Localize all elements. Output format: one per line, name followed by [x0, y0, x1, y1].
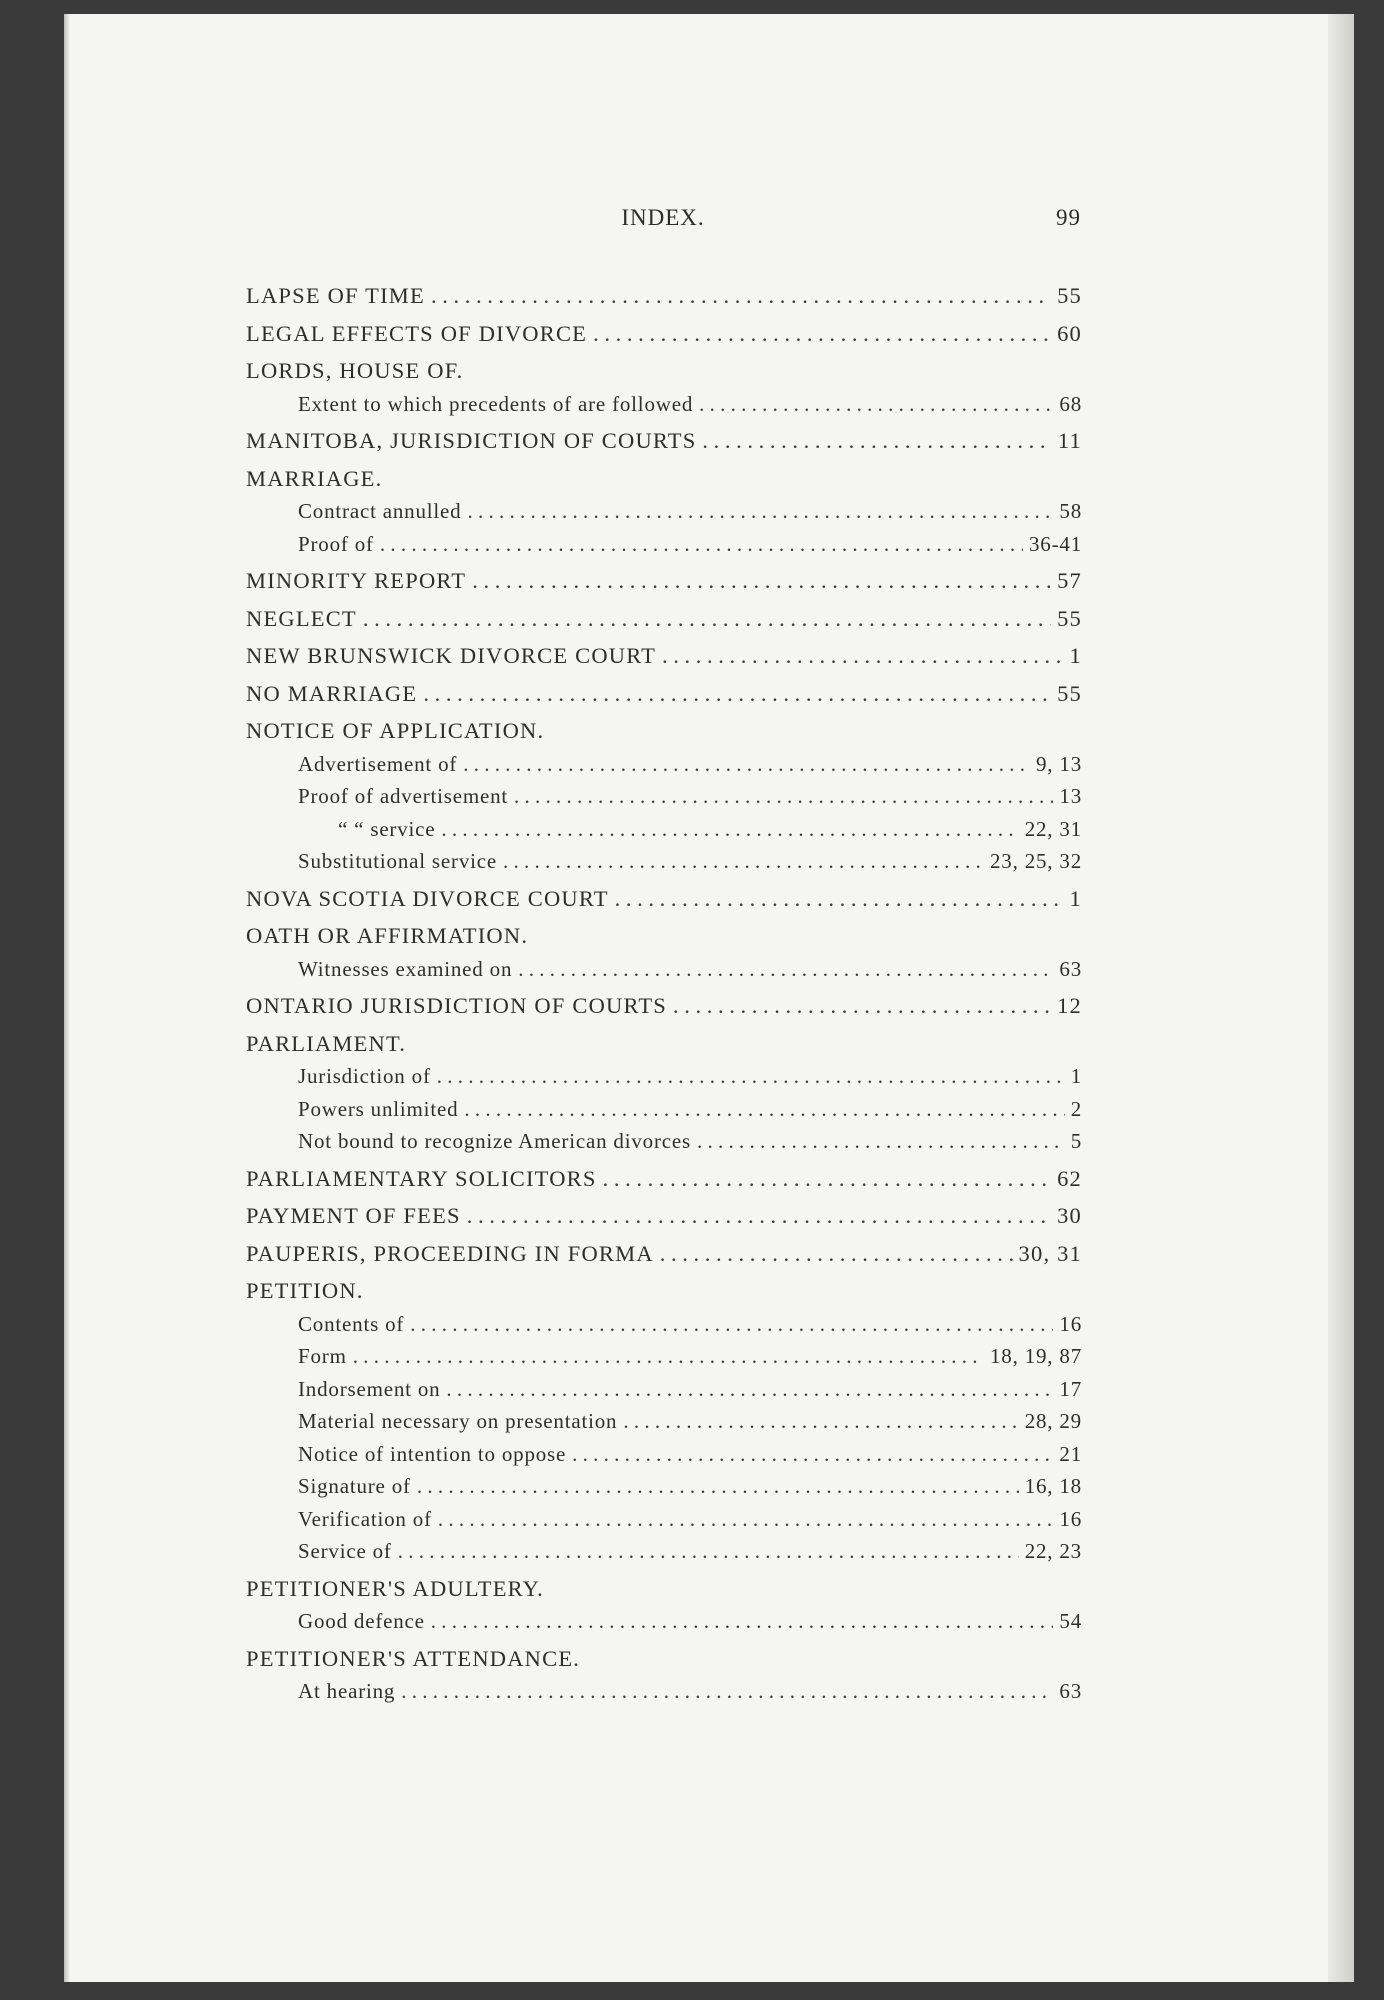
dot-leader — [423, 678, 1051, 711]
entry-pages: 63 — [1059, 1679, 1082, 1703]
entry-pages: 12 — [1057, 993, 1082, 1018]
entry-pages: 11 — [1057, 428, 1082, 453]
entry-pages: 62 — [1057, 1165, 1082, 1191]
index-entry — [246, 425, 1082, 458]
dot-leader — [438, 1503, 1054, 1536]
running-header — [245, 205, 1081, 241]
entry-label: ONTARIO JURISDICTION OF COURTS — [246, 993, 667, 1018]
index-subentry — [246, 1340, 1082, 1373]
entry-pages: 1 — [1069, 643, 1082, 668]
index-subentry — [246, 1438, 1082, 1471]
dot-leader — [410, 1308, 1053, 1341]
index-subentry — [246, 748, 1082, 781]
entry-label: LAPSE OF TIME — [246, 283, 425, 308]
dot-leader — [697, 1125, 1065, 1158]
entry-label: Substitutional service — [298, 849, 497, 873]
index-subentry — [246, 1605, 1082, 1638]
index-subentry — [246, 1405, 1082, 1438]
entry-pages: 28, 29 — [1024, 1409, 1082, 1433]
entry-label: MARRIAGE. — [246, 465, 383, 491]
entry-label: LEGAL EFFECTS OF DIVORCE — [246, 320, 588, 346]
entry-label: MINORITY REPORT — [246, 568, 467, 593]
entry-pages: 55 — [1057, 283, 1082, 308]
index-subentry — [246, 1503, 1082, 1536]
entry-pages: 18, 19, 87 — [990, 1344, 1082, 1368]
entry-label: PAUPERIS, PROCEEDING IN FORMA — [246, 1240, 654, 1266]
entry-pages: 54 — [1059, 1609, 1082, 1633]
dot-leader — [593, 318, 1051, 351]
entry-pages: 63 — [1059, 956, 1082, 981]
index-entry — [246, 640, 1082, 673]
entry-label: OATH OR AFFIRMATION. — [246, 923, 529, 948]
index-heading — [246, 355, 1082, 388]
dot-leader — [662, 640, 1064, 673]
entry-label: Verification of — [298, 1506, 432, 1531]
entry-pages: 23, 25, 32 — [990, 849, 1082, 873]
dot-leader — [437, 1060, 1065, 1093]
index-subentry — [246, 845, 1082, 878]
entry-pages: 60 — [1057, 320, 1082, 346]
entry-pages: 16 — [1059, 1506, 1082, 1531]
dot-leader — [673, 990, 1051, 1023]
running-title: INDEX. — [621, 205, 705, 230]
entry-label: At hearing — [298, 1679, 396, 1703]
index-subentry — [246, 1125, 1082, 1158]
index-entry — [246, 603, 1082, 636]
index-subentry — [246, 953, 1082, 986]
dot-leader — [363, 603, 1051, 636]
entry-label: Powers unlimited — [298, 1096, 459, 1121]
entry-label: PETITIONER'S ADULTERY. — [246, 1575, 544, 1601]
index-entry — [246, 883, 1082, 916]
dot-leader — [446, 1373, 1053, 1406]
page-number: 99 — [1056, 205, 1081, 230]
index-entry — [246, 1163, 1082, 1196]
entry-pages: 36-41 — [1029, 531, 1082, 556]
index-heading — [246, 1643, 1082, 1676]
entry-pages: 22, 31 — [1024, 816, 1082, 841]
entry-pages: 55 — [1057, 605, 1082, 631]
entry-pages: 13 — [1059, 784, 1082, 808]
index-subentry — [246, 1308, 1082, 1341]
entry-label: NOVA SCOTIA DIVORCE COURT — [246, 885, 609, 911]
entry-label: PAYMENT OF FEES — [246, 1203, 461, 1228]
entry-label: Form — [298, 1344, 347, 1368]
index-entry — [246, 1238, 1082, 1271]
entry-label: PETITION. — [246, 1278, 364, 1303]
dot-leader — [572, 1438, 1053, 1471]
index-entry — [246, 318, 1082, 351]
entry-label: Service of — [298, 1539, 392, 1563]
dot-leader — [467, 1200, 1051, 1233]
entry-label: LORDS, HOUSE OF. — [246, 358, 464, 383]
dot-leader — [380, 528, 1023, 561]
entry-pages: 16, 18 — [1024, 1474, 1082, 1498]
entry-label: Contents of — [298, 1311, 405, 1336]
dot-leader — [699, 388, 1053, 421]
entry-pages: 16 — [1059, 1311, 1082, 1336]
index-subentry — [246, 813, 1082, 846]
page-gutter-shadow — [64, 14, 70, 1982]
entry-label: Proof of advertisement — [298, 784, 509, 808]
entry-label: PARLIAMENT. — [246, 1030, 407, 1056]
entry-label: Advertisement of — [298, 751, 458, 776]
entry-label: Not bound to recognize American divorces — [298, 1129, 691, 1153]
entry-label: Good defence — [298, 1609, 425, 1633]
entry-label: PETITIONER'S ATTENDANCE. — [246, 1645, 581, 1671]
entry-pages: 1 — [1070, 1064, 1082, 1088]
entry-label: Contract annulled — [298, 499, 462, 523]
dot-leader — [623, 1405, 1018, 1438]
dot-leader — [431, 280, 1051, 313]
index-subentry — [246, 528, 1082, 561]
index-entry — [246, 990, 1082, 1023]
index-subentry — [246, 1470, 1082, 1503]
index-subentry — [246, 1535, 1082, 1568]
entry-label: Extent to which precedents of are followed — [298, 391, 694, 416]
entry-pages: 30 — [1057, 1203, 1082, 1228]
index-entries — [246, 275, 1082, 1708]
dot-leader — [660, 1238, 1013, 1271]
index-entry — [246, 280, 1082, 313]
page-edge — [1328, 14, 1354, 1982]
dot-leader — [353, 1340, 984, 1373]
index-entry — [246, 1200, 1082, 1233]
entry-pages: 57 — [1057, 568, 1082, 593]
index-heading — [246, 715, 1082, 748]
entry-label: NEGLECT — [246, 605, 357, 631]
index-subentry — [246, 1060, 1082, 1093]
entry-label: PARLIAMENTARY SOLICITORS — [246, 1165, 597, 1191]
dot-leader — [702, 425, 1052, 458]
dot-leader — [441, 813, 1018, 846]
dot-leader — [464, 1093, 1064, 1126]
index-subentry — [246, 1675, 1082, 1708]
index-heading — [246, 920, 1082, 953]
entry-pages: 5 — [1070, 1129, 1082, 1153]
index-subentry — [246, 388, 1082, 421]
dot-leader — [472, 565, 1051, 598]
dot-leader — [417, 1470, 1019, 1503]
entry-pages: 21 — [1059, 1441, 1082, 1466]
dot-leader — [503, 845, 984, 878]
index-heading — [246, 1573, 1082, 1606]
dot-leader — [398, 1535, 1019, 1568]
entry-pages: 30, 31 — [1018, 1240, 1082, 1266]
index-heading — [246, 1275, 1082, 1308]
entry-label: Notice of intention to oppose — [298, 1441, 567, 1466]
dot-leader — [431, 1605, 1054, 1638]
index-subentry — [246, 780, 1082, 813]
entry-label: Proof of — [298, 531, 374, 556]
index-heading — [246, 463, 1082, 496]
index-heading — [246, 1028, 1082, 1061]
entry-pages: 2 — [1070, 1096, 1082, 1121]
entry-pages: 9, 13 — [1036, 751, 1082, 776]
index-entry — [246, 678, 1082, 711]
index-subentry — [246, 495, 1082, 528]
index-subentry — [246, 1093, 1082, 1126]
entry-label: MANITOBA, JURISDICTION OF COURTS — [246, 428, 697, 453]
entry-pages: 58 — [1059, 499, 1082, 523]
entry-pages: 68 — [1059, 391, 1082, 416]
entry-pages: 1 — [1069, 885, 1082, 911]
dot-leader — [603, 1163, 1052, 1196]
dot-leader — [615, 883, 1064, 916]
entry-pages: 22, 23 — [1024, 1539, 1082, 1563]
dot-leader — [467, 495, 1053, 528]
entry-label: Witnesses examined on — [298, 956, 513, 981]
entry-label: Signature of — [298, 1474, 411, 1498]
entry-pages: 17 — [1059, 1376, 1082, 1401]
entry-label: Indorsement on — [298, 1376, 441, 1401]
entry-pages: 55 — [1057, 680, 1082, 706]
entry-label: “ “ service — [338, 816, 436, 841]
index-subentry — [246, 1373, 1082, 1406]
entry-label: Material necessary on presentation — [298, 1409, 618, 1433]
entry-label: Jurisdiction of — [298, 1064, 431, 1088]
dot-leader — [401, 1675, 1053, 1708]
entry-label: NO MARRIAGE — [246, 680, 418, 706]
index-entry — [246, 565, 1082, 598]
entry-label: NEW BRUNSWICK DIVORCE COURT — [246, 643, 657, 668]
dot-leader — [514, 780, 1053, 813]
dot-leader — [518, 953, 1053, 986]
entry-label: NOTICE OF APPLICATION. — [246, 718, 545, 743]
dot-leader — [463, 748, 1030, 781]
